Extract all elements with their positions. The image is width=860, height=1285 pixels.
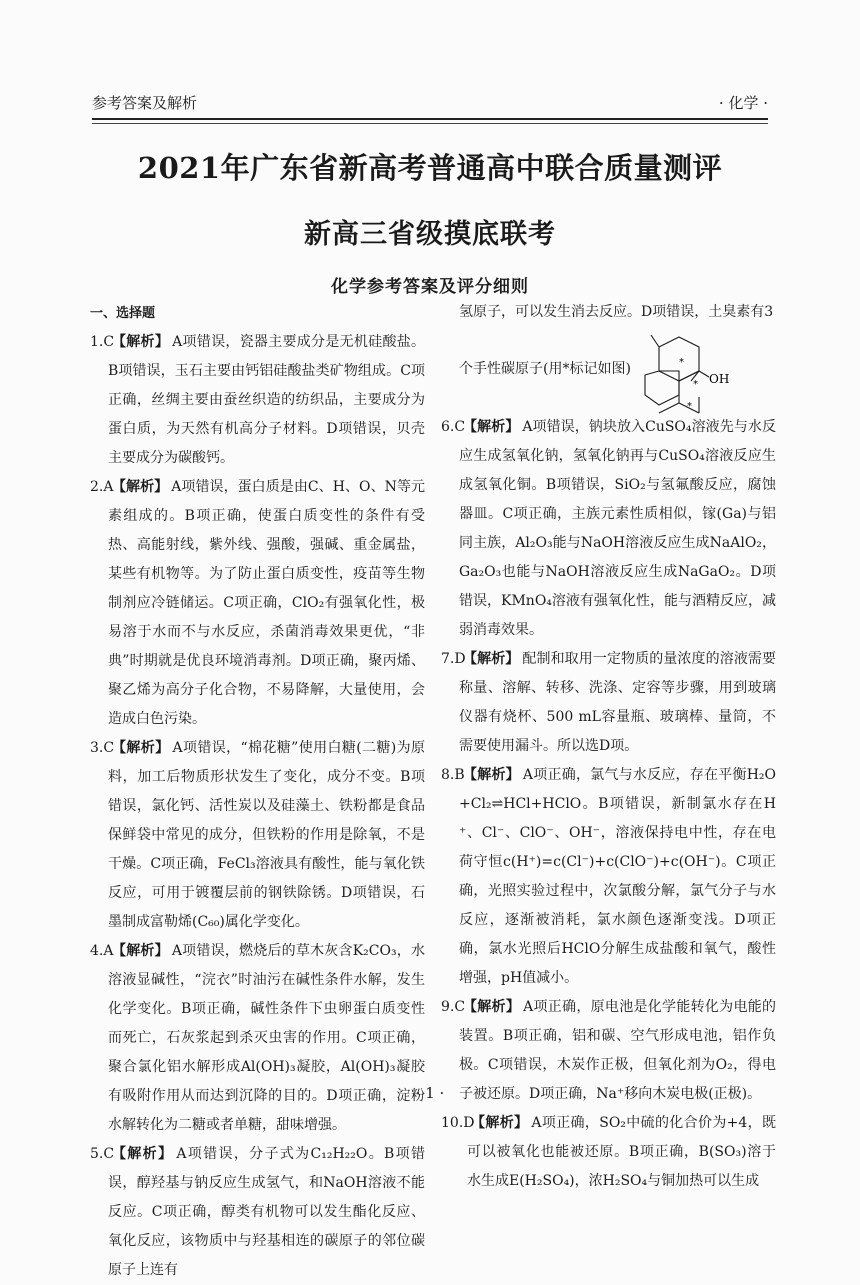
item-text: A项错误，燃烧后的草木灰含K₂CO₃，水溶液显碱性，“浣衣”时油污在碱性条件水解，发生化学变化。B项正确，碱性条件下虫卵蛋白质变性而死亡，石灰浆起到杀灭虫害的作用。C项正确，聚合氯化铝水解形成Al(OH)₃凝胶，Al(OH)₃凝胶有吸附作用从而达到沉降的目的。D项正确，淀粉水解转化为二糖或者单糖，甜味增强。 (108, 943, 426, 1133)
item-number: 9.C (441, 999, 466, 1015)
left-column (90, 298, 425, 1285)
item-text: 配制和取用一定物质的量浓度的溶液需要称量、溶解、转移、洗涤、定容等步骤，用到玻璃仪器有烧杯、500 mL容量瓶、玻璃棒、量筒，不需要使用漏斗。所以选D项。 (459, 651, 777, 754)
answer-item (441, 645, 776, 761)
answer-item (441, 761, 776, 993)
item-text: A项错误，“棉花糖”使用白糖(二糖)为原料，加工后物质形状发生了变化，成分不变。B项错误，氯化钙、活性炭以及硅藻土、铁粉都是食品保鲜袋中常见的成分，但铁粉的作用是除氧，不是干燥。C项正确，FeCl₃溶液具有酸性，能与氧化铁反应，可用于镀覆层前的钢铁除锈。D项错误，石墨制成富勒烯(C₆₀)属化学变化。 (108, 740, 426, 930)
analysis-tag: 【解析】 (463, 419, 520, 435)
item-number: 8.B (441, 767, 465, 783)
header-rule-thick (92, 118, 768, 120)
item-number: 7.D (441, 651, 466, 667)
analysis-tag: 【解析】 (463, 767, 520, 783)
section-title: 一、选择题 (90, 306, 156, 321)
item-number: 2.A (90, 479, 114, 495)
item-text: A项错误，蛋白质是由C、H、O、N等元素组成的。B项正确，使蛋白质变性的条件有受热、高能射线，紫外线、强酸，强碱、重金属盐，某些有机物等。为了防止蛋白质变性，疫苗等生物制剂应冷链储运。C项正确，ClO₂有强氧化性，极易溶于水而不与水反应，杀菌消毒效果更优，“非典”时期就是优良环境消毒剂。D项正确，聚丙烯、聚乙烯为高分子化合物，不易降解，大量使用，会造成白色污染。 (108, 479, 426, 727)
header-left: 参考答案及解析 (92, 94, 198, 112)
structure-caption: 个手性碳原子(用*标记如图) (459, 361, 631, 377)
page-number: · 1 · (415, 1084, 445, 1102)
answer-item (441, 1109, 776, 1196)
item-text: A项错误，瓷器主要成分是无机硅酸盐。B项错误，玉石主要由钙铝硅酸盐类矿物组成。C项正确，丝绸主要由蚕丝织造的纺织品，主要成分为蛋白质，为天然有机高分子材料。D项错误，贝壳主要成分为碳酸钙。 (108, 334, 426, 466)
item-continuation: 氢原子，可以发生消去反应。D项错误，土臭素有3 (459, 304, 774, 320)
right-column (441, 298, 776, 1196)
item-number: 3.C (90, 740, 115, 756)
analysis-tag: 【解析】 (112, 334, 170, 350)
analysis-tag: 【解析】 (112, 479, 169, 495)
answer-item (90, 328, 425, 473)
item-text: A项正确，SO₂中硫的化合价为+4，既可以被氧化也能被还原。B项正确，B(SO₃)溶于水生成E(H₂SO₄)，浓H₂SO₄与铜加热可以生成 (467, 1115, 776, 1189)
chiral-mark: * (693, 379, 698, 390)
item-number: 4.A (90, 943, 114, 959)
analysis-tag: 【解析】 (112, 740, 170, 756)
item-number: 10.D (441, 1115, 475, 1131)
geosmin-structure-icon (629, 329, 739, 415)
item-number: 6.C (441, 419, 466, 435)
analysis-tag: 【解析】 (112, 1146, 174, 1162)
hydroxyl-label: OH (709, 372, 730, 386)
analysis-tag: 【解析】 (112, 943, 169, 959)
section-heading: 化学参考答案及评分细则 (331, 277, 529, 297)
analysis-tag: 【解析】 (463, 651, 520, 667)
page-subtitle: 新高三省级摸底联考 (304, 219, 556, 250)
analysis-tag: 【解析】 (471, 1115, 529, 1131)
chiral-mark: * (687, 401, 692, 412)
answer-item (90, 937, 425, 1140)
item-text: A项错误，钠块放入CuSO₄溶液先与水反应生成氢氧化钠，氢氧化钠再与CuSO₄溶液反应生成氢氧化铜。B项错误，SiO₂与氢氟酸反应，腐蚀器皿。C项正确，主族元素性质相似，镓(Ga)与铝同主族，Al₂O₃能与NaOH溶液反应生成NaAlO₂，Ga₂O₃也能与NaOH溶液反应生成NaGaO₂。D项错误，KMnO₄溶液有强氧化性，能与酒精反应，减弱消毒效果。 (459, 419, 776, 638)
item-text: A项正确，原电池是化学能转化为电能的装置。B项正确，铝和碳、空气形成电池，铝作负极。C项错误，木炭作正极，但氧化剂为O₂，得电子被还原。D项正确，Na⁺移向木炭电极(正极)。 (459, 999, 777, 1102)
header-right: · 化学 · (718, 94, 768, 112)
analysis-tag: 【解析】 (463, 999, 521, 1015)
item-number: 5.C (90, 1146, 115, 1162)
header-rule-thin (92, 123, 768, 124)
answer-item (90, 473, 425, 734)
structure-line (441, 327, 776, 413)
page-title: 2021年广东省新高考普通高中联合质量测评 (137, 151, 723, 185)
chiral-mark: * (679, 357, 684, 368)
answer-item (441, 413, 776, 645)
answer-item (90, 1140, 425, 1285)
item-text: A项错误，分子式为C₁₂H₂₂O。B项错误，醇羟基与钠反应生成氢气，和NaOH溶液不能反应。C项正确，醇类有机物可以发生酯化反应、氧化反应，该物质中与羟基相连的碳原子的邻位碳原子上连有 (108, 1146, 426, 1278)
answer-item (90, 734, 425, 937)
item-text: A项正确，氯气与水反应，存在平衡H₂O+Cl₂⇌HCl+HClO。B项错误，新制氯水存在H⁺、Cl⁻、ClO⁻、OH⁻，溶液保持电中性，存在电荷守恒c(H⁺)=c(Cl⁻)+c(ClO⁻)+c(OH⁻)。C项正确，光照实验过程中，次氯酸分解，氯气分子与水反应，逐渐被消耗，氯水颜色逐渐变浅。D项正确，氯水光照后HClO分解生成盐酸和氧气，酸性增强，pH值减小。 (459, 767, 776, 986)
item-number: 1.C (90, 334, 115, 350)
